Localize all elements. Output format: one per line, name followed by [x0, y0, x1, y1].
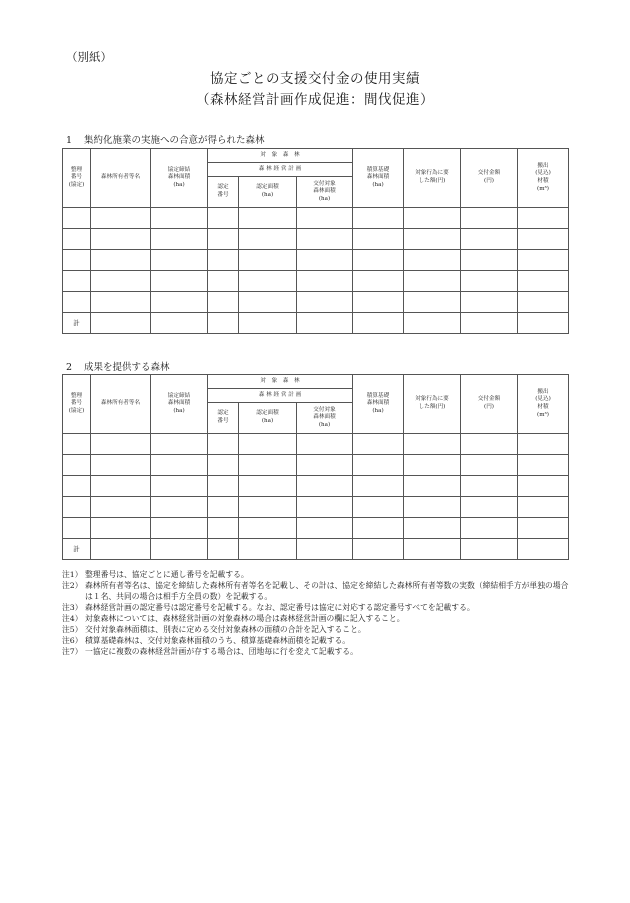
attachment-label: （別紙） — [66, 50, 112, 64]
document-title: 協定ごとの支援交付金の使用実績 — [210, 71, 420, 87]
note-item — [62, 613, 572, 624]
note-text: 森林所有者等名は、協定を締結した森林所有者等名を記載し、その計は、協定を締結した森林所有者等数の実数（締結相手方が単独の場合は１名、共同の場合は相手方全員の数）を記載する。 — [85, 581, 569, 602]
header-cumulative-base-area: 積算基礎 森林面積 (ha) — [353, 149, 404, 208]
header-target-forest: 対 象 森 林 — [208, 375, 353, 389]
note-text: 積算基礎森林は、交付対象森林面積のうち、積算基礎森林面積を記載する。 — [85, 636, 351, 646]
section-2-number: 2 — [66, 362, 73, 373]
table-row — [63, 455, 569, 476]
note-text: 整理番号は、協定ごとに通し番号を記載する。 — [85, 570, 249, 579]
header-thinning-volume: 搬出 (見込) 材積 (m³) — [518, 149, 569, 208]
section-2-heading — [66, 359, 170, 373]
header-agreement-area: 協定締結 森林面積 (ha) — [151, 149, 208, 208]
header-grant-target-area: 交付対象 森林面積 (ha) — [297, 177, 353, 208]
section-1-number: 1 — [66, 135, 73, 146]
note-text: 森林経営計画の認定番号は認定番号を記載する。なお、認定番号は協定に対応する認定番号すべてを記載する。 — [85, 603, 475, 613]
table-row — [63, 292, 569, 313]
header-required-amount: 対象行為に要 した額(円) — [404, 375, 461, 434]
header-cert-no: 認定 番号 — [208, 403, 239, 434]
note-label: 注3） — [62, 603, 83, 613]
document-subtitle: （森林経営計画作成促進：間伐促進） — [196, 92, 434, 108]
header-mgmt-plan: 森 林 経 営 計 画 — [208, 389, 353, 403]
note-label: 注1） — [62, 570, 83, 579]
note-item — [62, 602, 572, 613]
table-row — [63, 229, 569, 250]
note-item — [62, 635, 572, 646]
note-label: 注4） — [62, 614, 83, 624]
table-row — [63, 434, 569, 455]
header-grant-amount: 交付金額 (円) — [461, 149, 518, 208]
note-label: 注2） — [62, 581, 83, 591]
header-seiri-no: 整理 番号 (協定) — [63, 375, 91, 434]
total-row — [63, 313, 569, 334]
table-row — [63, 497, 569, 518]
header-grant-target-area: 交付対象 森林面積 (ha) — [297, 403, 353, 434]
header-agreement-area: 協定締結 森林面積 (ha) — [151, 375, 208, 434]
table-row — [63, 250, 569, 271]
note-label: 注6） — [62, 636, 83, 646]
note-item — [62, 624, 572, 635]
table-row — [63, 518, 569, 539]
note-item — [62, 580, 572, 602]
note-text: 一協定に複数の森林経営計画が存する場合は、団地毎に行を変えて記載する。 — [85, 647, 358, 657]
forest-table-1 — [62, 148, 569, 334]
section-2-title: 成果を提供する森林 — [84, 362, 170, 373]
note-item — [62, 569, 572, 580]
header-mgmt-plan: 森 林 経 営 計 画 — [208, 163, 353, 177]
header-cert-area: 認定面積 (ha) — [239, 177, 297, 208]
header-cert-no: 認定 番号 — [208, 177, 239, 208]
note-label: 注7） — [62, 647, 83, 657]
table-row — [63, 476, 569, 497]
header-thinning-volume: 搬出 (見込) 材積 (m³) — [518, 375, 569, 434]
header-owner-name: 森林所有者等名 — [91, 375, 151, 434]
note-item — [62, 646, 572, 657]
header-grant-amount: 交付金額 (円) — [461, 375, 518, 434]
note-label: 注5） — [62, 625, 83, 635]
section-1-title: 集約化施業の実施への合意が得られた森林 — [84, 135, 265, 146]
table-row — [63, 271, 569, 292]
section-1-heading — [66, 132, 265, 146]
header-seiri-no: 整理 番号 (協定) — [63, 149, 91, 208]
header-cumulative-base-area: 積算基礎 森林面積 (ha) — [353, 375, 404, 434]
note-text: 交付対象森林面積は、別表に定める交付対象森林の面積の合計を記入すること。 — [85, 625, 366, 635]
total-label: 計 — [63, 313, 91, 334]
header-required-amount: 対象行為に要 した額(円) — [404, 149, 461, 208]
header-target-forest: 対 象 森 林 — [208, 149, 353, 163]
notes-section — [62, 569, 572, 658]
note-text: 対象森林については、森林経営計画の対象森林の場合は森林経営計画の欄に記入すること。 — [85, 614, 405, 624]
table-row — [63, 208, 569, 229]
forest-table-2 — [62, 374, 569, 560]
header-owner-name: 森林所有者等名 — [91, 149, 151, 208]
total-row — [63, 539, 569, 560]
total-label: 計 — [63, 539, 91, 560]
header-cert-area: 認定面積 (ha) — [239, 403, 297, 434]
